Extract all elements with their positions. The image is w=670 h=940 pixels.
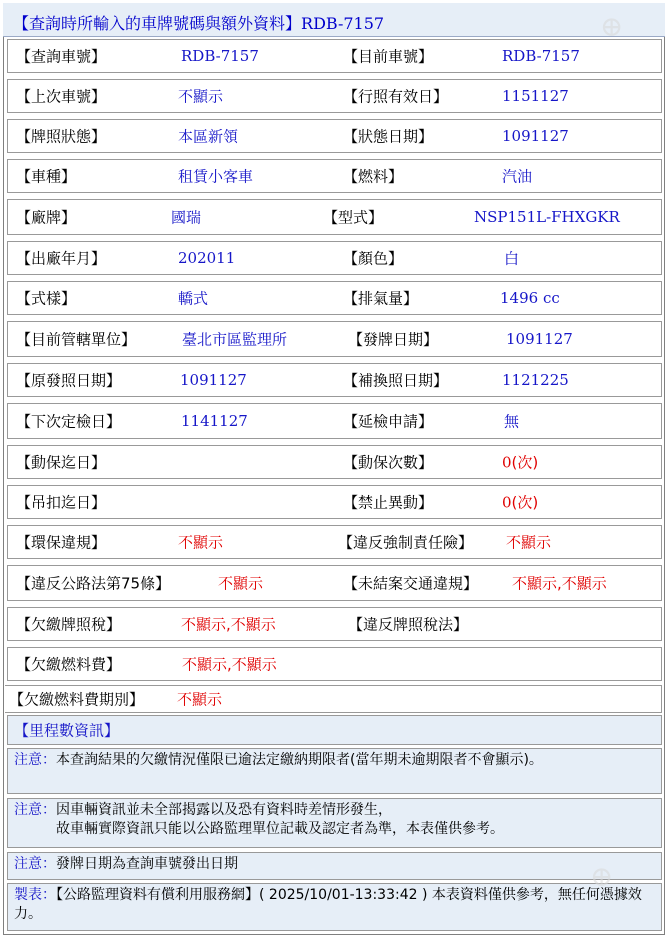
note-disclosure-line1: 因車輛資訊並未全部揭露以及恐有資料時差情形發生， bbox=[56, 802, 392, 818]
value-fuel: 汽油 bbox=[502, 167, 533, 186]
value-unpaid-license-tax: 不顯示,不顯示 bbox=[181, 615, 276, 634]
label-highway-act-violation: 【違反公路法第75條】 bbox=[16, 574, 171, 593]
note-plate-date bbox=[7, 852, 662, 880]
row-suspension-until bbox=[7, 485, 662, 519]
mileage-section-header bbox=[7, 715, 662, 745]
label-previous-plate: 【上次車號】 bbox=[16, 87, 107, 106]
title-prefix: 【查詢時所輸入的車牌號碼與額外資料】 bbox=[13, 14, 302, 33]
note-issuer-head: 製表： bbox=[14, 887, 56, 903]
value-current-plate: RDB-7157 bbox=[502, 47, 580, 65]
value-manufacture-date: 202011 bbox=[178, 249, 236, 267]
title-plate: RDB-7157 bbox=[301, 14, 385, 33]
row-highway-act-violation bbox=[7, 565, 662, 601]
note-issuer bbox=[7, 883, 662, 931]
value-model: NSP151L-FHXGKR bbox=[474, 208, 620, 226]
value-original-license-date: 1091127 bbox=[180, 371, 247, 389]
label-vehicle-type: 【車種】 bbox=[16, 167, 77, 186]
label-brand: 【廠牌】 bbox=[16, 208, 77, 227]
value-reissue-date: 1121225 bbox=[502, 371, 569, 389]
value-body-style: 轎式 bbox=[178, 289, 209, 308]
row-original-license-date bbox=[7, 363, 662, 397]
mileage-section-title: 【里程數資訊】 bbox=[14, 721, 120, 740]
row-body-style bbox=[7, 281, 662, 315]
watermark-logo: ⊕ bbox=[600, 10, 624, 43]
row-plate-status bbox=[7, 119, 662, 153]
label-lien-count: 【動保次數】 bbox=[343, 453, 434, 472]
value-plate-status: 本區新領 bbox=[178, 127, 239, 146]
row-manufacture-date bbox=[7, 241, 662, 275]
note-issuer-text: 【公路監理資料有償利用服務網】( 2025/10/01-13:33:42 ) 本表資料僅供參考，無任何憑據效力。 bbox=[14, 887, 642, 922]
label-lien-until: 【動保迄日】 bbox=[16, 453, 107, 472]
row-jurisdiction bbox=[7, 321, 662, 357]
value-displacement: 1496 cc bbox=[500, 289, 560, 307]
value-plate-issue-date: 1091127 bbox=[506, 330, 573, 348]
note-disclosure bbox=[7, 798, 662, 848]
label-status-date: 【狀態日期】 bbox=[343, 127, 434, 146]
label-next-inspection: 【下次定檢日】 bbox=[16, 412, 122, 431]
value-unpaid-fuel-fee: 不顯示,不顯示 bbox=[182, 655, 277, 674]
label-environmental-violation: 【環保違規】 bbox=[16, 533, 107, 552]
label-displacement: 【排氣量】 bbox=[343, 289, 419, 308]
row-unpaid-fuel-fee bbox=[7, 647, 662, 681]
label-manufacture-date: 【出廠年月】 bbox=[16, 249, 107, 268]
label-pending-traffic-violation: 【未結案交通違規】 bbox=[343, 574, 479, 593]
label-transfer-ban: 【禁止異動】 bbox=[343, 493, 434, 512]
value-jurisdiction: 臺北市區監理所 bbox=[182, 330, 288, 349]
row-next-inspection bbox=[7, 403, 662, 439]
value-vehicle-type: 租賃小客車 bbox=[178, 167, 254, 186]
value-next-inspection: 1141127 bbox=[181, 412, 248, 430]
page-title bbox=[13, 11, 384, 34]
row-brand bbox=[7, 199, 662, 235]
label-unpaid-fuel-fee: 【欠繳燃料費】 bbox=[16, 655, 122, 674]
value-lien-count: 0(次) bbox=[502, 453, 539, 472]
label-query-plate: 【查詢車號】 bbox=[16, 47, 107, 66]
label-model: 【型式】 bbox=[323, 208, 384, 227]
label-plate-issue-date: 【發牌日期】 bbox=[348, 330, 439, 349]
row-unpaid-fuel-fee-period bbox=[5, 685, 662, 713]
row-unpaid-license-tax bbox=[7, 607, 662, 641]
label-jurisdiction: 【目前管轄單位】 bbox=[16, 330, 137, 349]
label-license-valid-date: 【行照有效日】 bbox=[343, 87, 449, 106]
label-original-license-date: 【原發照日期】 bbox=[16, 371, 122, 390]
value-license-valid-date: 1151127 bbox=[502, 87, 569, 105]
label-license-tax-violation: 【違反牌照稅法】 bbox=[348, 615, 469, 634]
label-plate-status: 【牌照狀態】 bbox=[16, 127, 107, 146]
value-environmental-violation: 不顯示 bbox=[178, 533, 224, 552]
row-query-plate bbox=[7, 39, 662, 73]
note-plate-date-text: 發牌日期為查詢車號發出日期 bbox=[56, 856, 238, 872]
note-plate-date-head: 注意： bbox=[14, 856, 56, 872]
value-compulsory-insurance-violation: 不顯示 bbox=[506, 533, 552, 552]
label-current-plate: 【目前車號】 bbox=[343, 47, 434, 66]
value-highway-act-violation: 不顯示 bbox=[218, 574, 264, 593]
label-fuel: 【燃料】 bbox=[343, 167, 404, 186]
row-previous-plate bbox=[7, 79, 662, 113]
label-unpaid-fuel-fee-period: 【欠繳燃料費期別】 bbox=[9, 690, 145, 709]
row-environmental-violation bbox=[7, 525, 662, 559]
value-status-date: 1091127 bbox=[502, 127, 569, 145]
label-inspection-extension: 【延檢申請】 bbox=[343, 412, 434, 431]
label-color: 【顏色】 bbox=[343, 249, 404, 268]
label-unpaid-license-tax: 【欠繳牌照稅】 bbox=[16, 615, 122, 634]
note-overdue-head: 注意： bbox=[14, 752, 56, 768]
title-bar bbox=[3, 3, 665, 37]
value-unpaid-fuel-fee-period: 不顯示 bbox=[177, 690, 223, 709]
value-color: 白 bbox=[504, 249, 520, 268]
label-suspension-until: 【吊扣迄日】 bbox=[16, 493, 107, 512]
note-disclosure-head: 注意： bbox=[14, 802, 56, 818]
label-reissue-date: 【補換照日期】 bbox=[343, 371, 449, 390]
value-pending-traffic-violation: 不顯示,不顯示 bbox=[512, 574, 607, 593]
watermark-logo: ⊕ bbox=[590, 860, 614, 893]
value-inspection-extension: 無 bbox=[504, 412, 520, 431]
value-brand: 國瑞 bbox=[171, 208, 202, 227]
note-overdue-text: 本查詢結果的欠繳情況僅限已逾法定繳納期限者(當年期未逾期限者不會顯示)。 bbox=[56, 752, 543, 768]
value-transfer-ban: 0(次) bbox=[502, 493, 539, 512]
value-previous-plate: 不顯示 bbox=[178, 87, 224, 106]
row-vehicle-type bbox=[7, 159, 662, 193]
row-lien-until bbox=[7, 445, 662, 479]
note-overdue bbox=[7, 748, 662, 794]
label-body-style: 【式樣】 bbox=[16, 289, 77, 308]
note-disclosure-line2: 故車輛實際資訊只能以公路監理單位記載及認定者為準，本表僅供參考。 bbox=[56, 821, 504, 837]
value-query-plate: RDB-7157 bbox=[181, 47, 259, 65]
label-compulsory-insurance-violation: 【違反強制責任險】 bbox=[338, 533, 474, 552]
